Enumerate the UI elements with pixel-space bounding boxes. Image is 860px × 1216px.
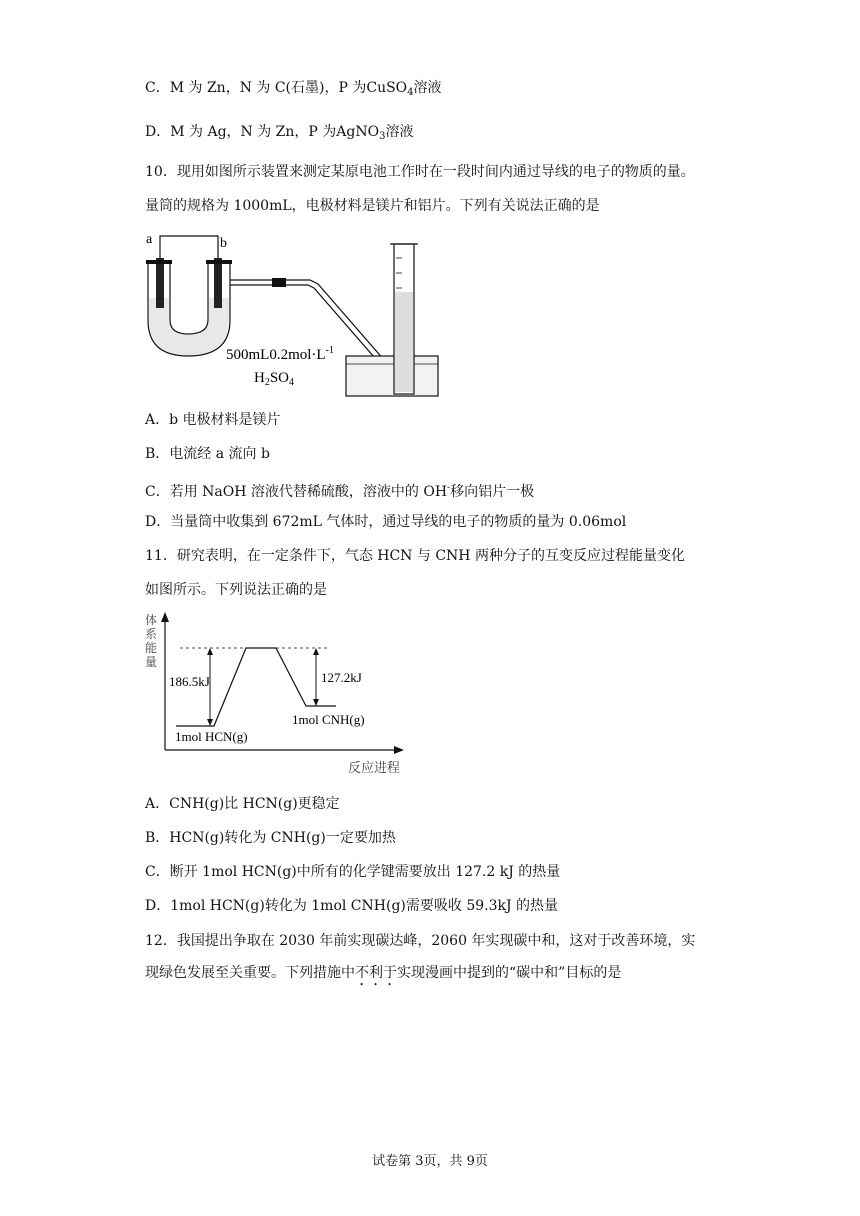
energy-gap-left-label: 186.5kJ — [169, 674, 210, 689]
q11-option-c: C．断开 1mol HCN(g)中所有的化学键需要放出 127.2 kJ 的热量 — [145, 864, 561, 880]
q10-stem-line1: 10．现用如图所示装置来测定某原电池工作时在一段时间内通过导线的电子的物质的量。 — [145, 164, 695, 180]
connecting-wire — [160, 236, 218, 260]
q11-option-a: A．CNH(g)比 HCN(g)更稳定 — [145, 796, 340, 812]
q10-option-c: C．若用 NaOH 溶液代替稀硫酸，溶液中的 OH-移向铝片一极 — [145, 483, 535, 500]
x-axis-label: 反应进程 — [348, 760, 401, 775]
solution-formula: $H_2SO_4$ — [254, 370, 295, 388]
page-footer: 试卷第 3页，共 9页 — [372, 1154, 488, 1169]
q11-option-b: B．HCN(g)转化为 CNH(g)一定要加热 — [145, 830, 396, 846]
q10-apparatus-figure — [140, 228, 460, 400]
q10-option-a: A．b 电极材料是镁片 — [145, 412, 281, 428]
formula: AgNO$_3$ — [336, 124, 386, 142]
tube-clamp — [272, 278, 286, 287]
q11-option-d: D．1mol HCN(g)转化为 1mol CNH(g)需要吸收 59.3kJ 的热量 — [145, 898, 559, 914]
solution-label: $500mL0.2mol\cdot L^{-1}$ — [226, 345, 334, 363]
q10-option-d: D．当量筒中收集到 672mL 气体时，通过导线的电子的物质的量为 0.06mol — [145, 514, 627, 530]
y-axis-label: 体系能量 — [144, 613, 158, 669]
q9-option-c: C．M 为 Zn，N 为 C(石墨)，P 为CuSO$_4$溶液 — [145, 80, 442, 98]
q9-option-d: D．M 为 Ag，N 为 Zn，P 为AgNO$_3$溶液 — [145, 124, 414, 142]
q12-stem-line2: 现绿色发展至关重要。下列措施中不利于实现漫画中提到的“碳中和”目标的是 — [145, 965, 622, 981]
stopper-left — [146, 260, 172, 264]
q10-option-b: B．电流经 a 流向 b — [145, 446, 270, 462]
electrode-label-a: a — [146, 232, 153, 247]
energy-gap-right-label: 127.2kJ — [321, 670, 362, 685]
emphasis-text: 不利于 — [355, 965, 397, 981]
q10-stem-line2: 量筒的规格为 1000mL，电极材料是镁片和铝片。下列有关说法正确的是 — [145, 198, 600, 214]
electrode-a — [156, 258, 164, 308]
product-label: 1mol CNH(g) — [292, 712, 365, 727]
q11-stem-line1: 11．研究表明，在一定条件下，气态 HCN 与 CNH 两种分子的互变反应过程能量变化 — [145, 548, 685, 564]
water-trough — [346, 356, 438, 396]
formula: CuSO$_4$ — [366, 80, 414, 98]
stopper-right — [206, 260, 232, 264]
q11-energy-diagram — [140, 610, 415, 778]
electrode-b — [214, 258, 222, 308]
electrode-label-b: b — [220, 236, 227, 251]
q11-stem-line2: 如图所示。下列说法正确的是 — [145, 582, 327, 598]
reactant-label: 1mol HCN(g) — [175, 729, 248, 744]
q12-stem-line1: 12．我国提出争取在 2030 年前实现碳达峰，2060 年实现碳中和，这对于改善环境，实 — [145, 933, 696, 949]
